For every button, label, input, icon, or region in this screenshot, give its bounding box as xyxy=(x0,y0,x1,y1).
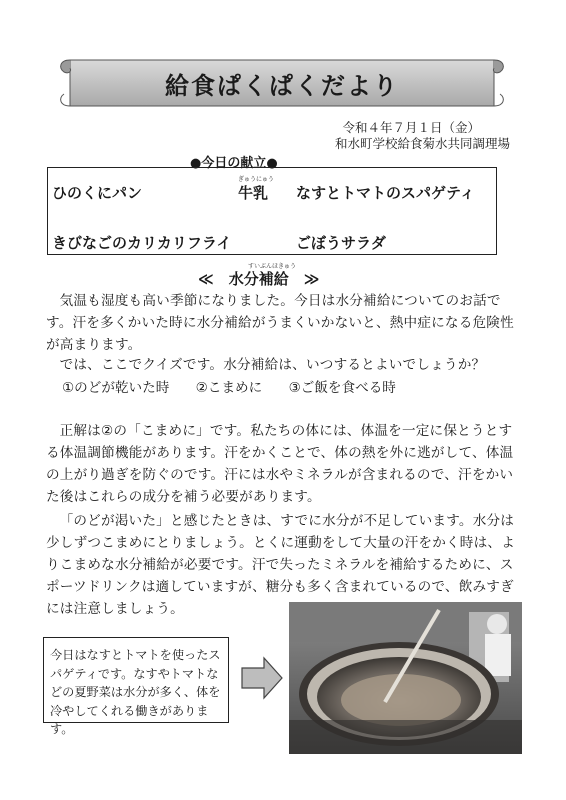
paragraph-advice-text: 「のどが渇いた」と感じたときは、すでに水分が不足しています。水分は少しずつこまめにとりましょう。とくに運動をして大量の汗をかく時は、よりこまめな水分補給が必要です。汗で失ったミネラルを補給するために、スポーツドリンクは適していますが、糖分も多く含まれているので、飲みすぎには注意しましょう。 xyxy=(46,513,515,617)
right-arrow-icon xyxy=(240,656,284,704)
paragraph-answer-text: 正解は②の「こまめに」です。私たちの体には、体温を一定に保とうとする体温調節機能があります。汗をかくことで、体の熱を外に逃がして、体温の上がり過ぎを防ぐのです。汗には水やミネラルが含まれるので、汗をかいた後はこれらの成分を補う必要があります。 xyxy=(46,423,514,505)
milk-ruby: ぎゅうにゅう xyxy=(238,176,274,183)
quiz-option-3: ③ご飯を食べる時 xyxy=(288,380,396,396)
organization-name: 和水町学校給食菊水共同調理場 xyxy=(334,136,510,151)
menu-item-fry: きびなごのカリカリフライ xyxy=(52,234,232,252)
paragraph-intro-text: 気温も湿度も高い季節になりました。今日は水分補給についてのお話です。汗を多くかいた時に水分補給がうまくいかないと、熱中症になる危険性が高まります。 xyxy=(46,293,514,353)
quiz-option-2: ②こまめに xyxy=(195,380,263,396)
menu-item-salad: ごぼうサラダ xyxy=(296,234,386,252)
section-title: ≪ 水分補給 ≫ xyxy=(198,270,320,288)
quiz-options xyxy=(62,376,418,396)
quiz-option-1: ①のどが乾いた時 xyxy=(62,380,170,396)
section-title-ruby: すいぶんほきゅう xyxy=(248,263,297,270)
menu-item-milk: 牛乳 xyxy=(238,184,269,202)
paragraph-quiz-text: では、ここでクイズです。水分補給は、いつするとよいでしょうか？ xyxy=(59,357,486,373)
menu-item-bread: ひのくにパン xyxy=(52,184,143,202)
note-text: 今日はなすとトマトを使ったスパゲティです。なすやトマトなどの夏野菜は水分が多く、体を冷やしてくれる働きがあります。 xyxy=(50,648,221,736)
paragraph-intro xyxy=(46,290,522,356)
issue-date: 令和４年７月１日（金） xyxy=(342,120,480,135)
newsletter-title: 給食ぱくぱくだより xyxy=(165,72,399,100)
menu-item-spaghetti: なすとトマトのスパゲティ xyxy=(296,184,475,202)
paragraph-quiz xyxy=(46,354,522,376)
menu-heading: ●今日の献立● xyxy=(190,156,278,171)
title-banner xyxy=(56,56,508,112)
note-box xyxy=(43,637,229,736)
cooking-photo xyxy=(289,602,522,754)
menu-box xyxy=(47,167,497,255)
paragraph-answer xyxy=(46,420,522,508)
